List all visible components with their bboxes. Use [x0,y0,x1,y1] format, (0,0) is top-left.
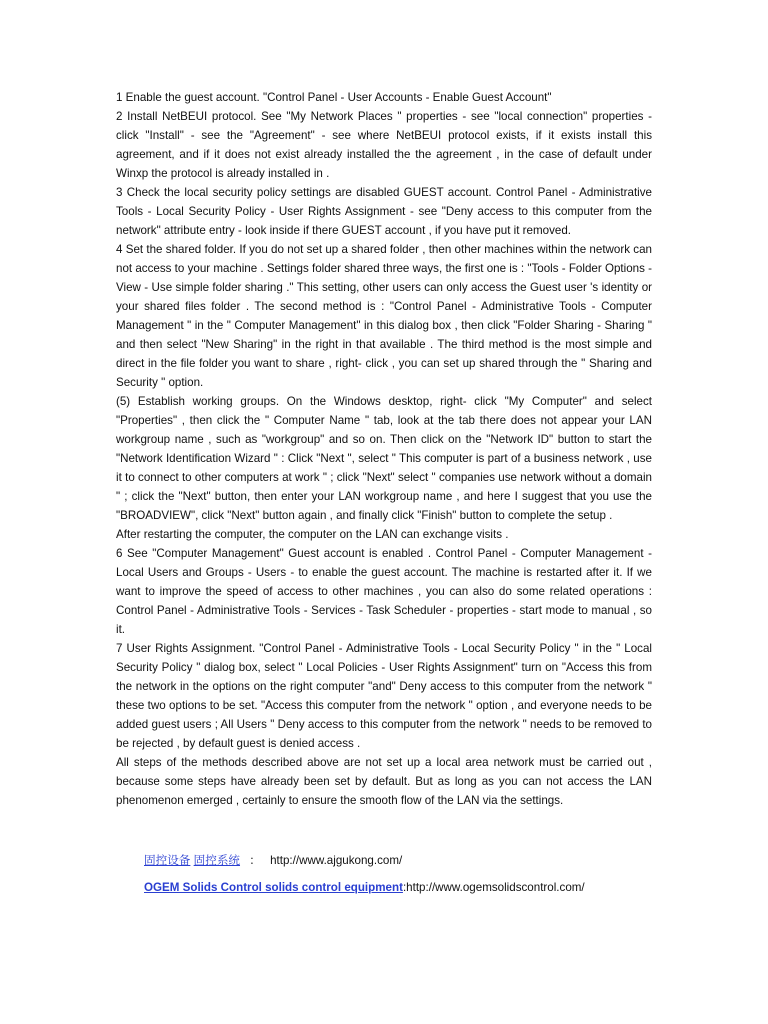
paragraph-4: 4 Set the shared folder. If you do not set up a shared folder , then other machines within the network can not access to your machine . Settings folder shared three ways, the first one is : "Tools - Folder Options - View - Use simple folder sharing ." This setting, other users can only access the Guest user 's identity or your shared files folder . The second method is : "Control Panel - Administrative Tools - Computer Management " in the " Computer Management" in this dialog box , then click "Folder Sharing - Sharing " and then select "New Sharing" in the right in that available . The third method is the most simple and direct in the file folder you want to share , right- click , you can set up shared through the " Sharing and Security " option. [116,243,652,389]
link-ogem-solids-control[interactable]: OGEM Solids Control solids control equipment [144,881,403,894]
paragraph-3: 3 Check the local security policy settings are disabled GUEST account. Control Panel - Administrative Tools - Local Security Policy - User Rights Assignment - see "Deny access to this computer from the network" attribute entry - look inside if there GUEST account , if you have put it removed. [116,186,652,237]
link-gukong-system[interactable]: 固控系统 [193,854,241,867]
link-row-gukong [144,852,704,868]
link-row-ogem [144,881,704,894]
link-separator: ： [249,854,261,867]
paragraph-summary: All steps of the methods described above are not set up a local area network must be carried out , because some steps have already been set by default. But as long as you can not access the LAN phenomenon emerged , certainly to ensure the smooth flow of the LAN via the settings. [116,756,652,807]
paragraph-6: 6 See "Computer Management" Guest account is enabled . Control Panel - Computer Management - Local Users and Groups - Users - to enable the guest account. The machine is restarted after it. If we want to improve the speed of access to other machines , you can also do some related operations : Control Panel - Administrative Tools - Services - Task Scheduler - properties - start mode to manual , so it. [116,547,652,636]
paragraph-2: 2 Install NetBEUI protocol. See "My Network Places " properties - see "local connection" properties - click "Install" - see the "Agreement" - see where NetBEUI protocol exists, if it exists install this agreement, and if it does not exist already installed the the agreement , in the case of default under Winxp the protocol is already installed in . [116,110,652,180]
paragraph-5: (5) Establish working groups. On the Windows desktop, right- click "My Computer" and select "Properties" , then click the " Computer Name " tab, look at the tab there does not appear your LAN workgroup name , such as "workgroup" and so on. Then click on the "Network ID" button to start the "Network Identification Wizard " : Click "Next ", select " This computer is part of a business network , use it to connect to other computers at work " ; click "Next" select " companies use network without a domain " ; click the "Next" button, then enter your LAN workgroup name , and here I suggest that you use the "BROADVIEW", click "Next" button again , and finally click "Finish" button to complete the setup . [116,395,652,522]
paragraph-7: 7 User Rights Assignment. "Control Panel - Administrative Tools - Local Security Policy " in the " Local Security Policy " dialog box, select " Local Policies - User Rights Assignment" turn on "Access this from the network in the options on the right computer "and" Deny access to this computer from the network " these two options to be set. "Access this computer from the network " option , and everyone needs to be added guest users ; All Users " Deny access to this computer from the network " needs to be removed to be rejected , by default guest is denied access . [116,642,652,750]
link-gukong-equipment[interactable]: 固控设备 [144,854,191,867]
document-body [116,88,652,810]
url-text-ajgukong: http://www.ajgukong.com/ [270,854,403,867]
paragraph-restart: After restarting the computer, the computer on the LAN can exchange visits . [116,528,509,541]
url-text-ogem: :http://www.ogemsolidscontrol.com/ [402,881,585,894]
paragraph-1: 1 Enable the guest account. "Control Panel - User Accounts - Enable Guest Account" [116,91,552,104]
